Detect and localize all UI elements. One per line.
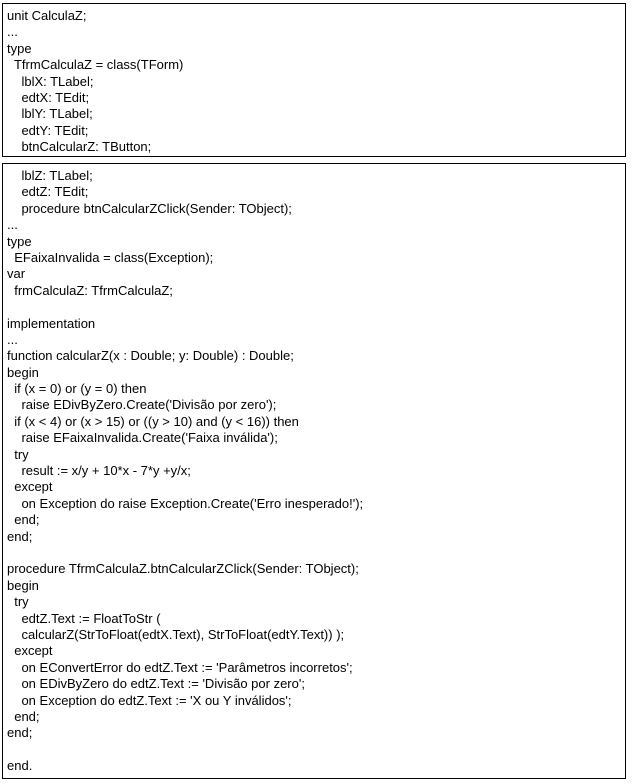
code-line: end; [7,528,33,544]
code-line: lblZ: TLabel; [7,168,93,183]
code-line: ... [7,24,18,40]
code-line [7,545,625,561]
code-line: edtZ.Text := FloatToStr ( [7,610,161,626]
code-line: except [7,643,53,659]
code-line: if (x < 4) or (x > 15) or ((y > 10) and (y < 16)) then [7,413,299,429]
code-line [7,299,625,315]
code-line: raise EFaixaInvalida.Create('Faixa inválida'); [7,430,278,446]
code-line: ... [7,331,18,347]
code-line: lblX: TLabel; [7,73,94,89]
code-line: frmCalculaZ: TfrmCalculaZ; [7,282,173,298]
code-line: TfrmCalculaZ = class(TForm) [7,57,184,73]
code-line: calcularZ(StrToFloat(edtX.Text), StrToFloat(edtY.Text)) ); [7,626,345,642]
code-line: edtZ: TEdit; [7,184,89,200]
code-line: end; [7,512,40,528]
code-line: end; [7,725,33,741]
code-line: on EConvertError do edtZ.Text := 'Parâmetros incorretos'; [7,659,353,675]
code-line: type [7,233,32,249]
code-line [7,742,625,758]
code-line: result := x/y + 10*x - 7*y +y/x; [7,463,191,479]
code-line: end. [7,758,33,774]
code-line: except [7,479,53,495]
code-line: on Exception do raise Exception.Create('Erro inesperado!'); [7,495,364,511]
code-line: try [7,594,29,610]
code-line: try [7,446,29,462]
code-line: begin [7,577,39,593]
code-block-bottom [2,163,626,779]
code-line: implementation [7,315,96,331]
code-line: btnCalcularZ: TButton; [7,139,152,155]
code-line: procedure btnCalcularZClick(Sender: TObject); [7,200,292,216]
code-line: var [7,266,26,282]
code-line: edtY: TEdit; [7,122,89,138]
code-line: EFaixaInvalida = class(Exception); [7,249,214,265]
code-line: on EDivByZero do edtZ.Text := 'Divisão por zero'; [7,676,305,692]
code-line: edtX: TEdit; [7,89,90,105]
code-line: unit CalculaZ; [7,8,87,23]
code-line: on Exception do edtZ.Text := 'X ou Y inválidos'; [7,692,292,708]
code-line: function calcularZ(x : Double; y: Double) : Double; [7,348,294,364]
code-line: ... [7,217,18,233]
code-line: lblY: TLabel; [7,106,93,122]
code-line: type [7,40,32,56]
code-line: end; [7,708,40,724]
code-block-top [2,3,626,157]
code-line: begin [7,364,39,380]
code-line: procedure TfrmCalculaZ.btnCalcularZClick(Sender: TObject); [7,561,359,577]
code-line: if (x = 0) or (y = 0) then [7,381,147,397]
code-line: raise EDivByZero.Create('Divisão por zero'); [7,397,277,413]
